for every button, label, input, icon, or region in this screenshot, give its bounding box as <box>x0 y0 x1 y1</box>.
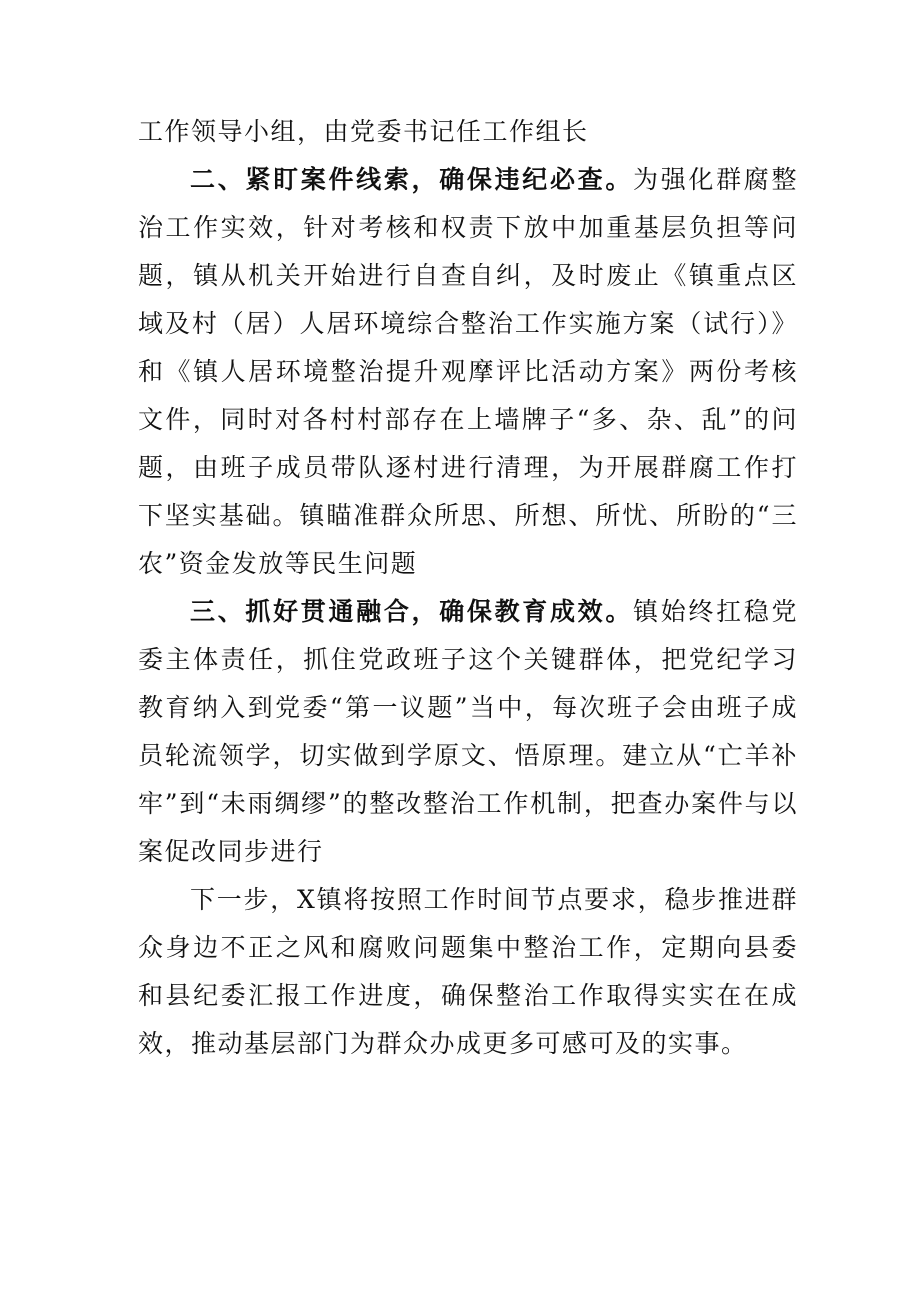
paragraph-text: 下一步，X镇将按照工作时间节点要求，稳步推进群众身边不正之风和腐败问题集中整治工作，定期向县委和县纪委汇报工作进度，确保整治工作取得实实在在成效，推动基层部门为群众办成更多可感可及的实事。 <box>138 885 798 1058</box>
paragraph-text: 工作领导小组，由党委书记任工作组长 <box>138 117 589 146</box>
section-three-heading: 三、抓好贯通融合，确保教育成效。 <box>190 597 634 626</box>
paragraph-section-three <box>138 588 798 876</box>
paragraph-section-two <box>138 156 798 588</box>
section-two-heading: 二、紧盯案件线索，确保违纪必查。 <box>190 165 634 194</box>
paragraph-next-steps <box>138 876 798 1068</box>
paragraph-text: 为强化群腐整治工作实效，针对考核和权责下放中加重基层负担等问题，镇从机关开始进行自查自纠，及时废止《镇重点区域及村（居）人居环境综合整治工作实施方案（试行）》和《镇人居环境整治提升观摩评比活动方案》两份考核文件，同时对各村村部存在上墙牌子“多、杂、乱”的问题，由班子成员带队逐村进行清理，为开展群腐工作打下坚实基础。镇瞄准群众所思、所想、所忧、所盼的“三农”资金发放等民生问题 <box>138 165 798 578</box>
paragraph-text: 镇始终扛稳党委主体责任，抓住党政班子这个关键群体，把党纪学习教育纳入到党委“第一议题”当中，每次班子会由班子成员轮流领学，切实做到学原文、悟原理。建立从“亡羊补牢”到“未雨绸缪”的整改整治工作机制，把查办案件与以案促改同步进行 <box>138 597 798 866</box>
paragraph-continuation <box>138 108 798 156</box>
document-body <box>138 108 798 1068</box>
